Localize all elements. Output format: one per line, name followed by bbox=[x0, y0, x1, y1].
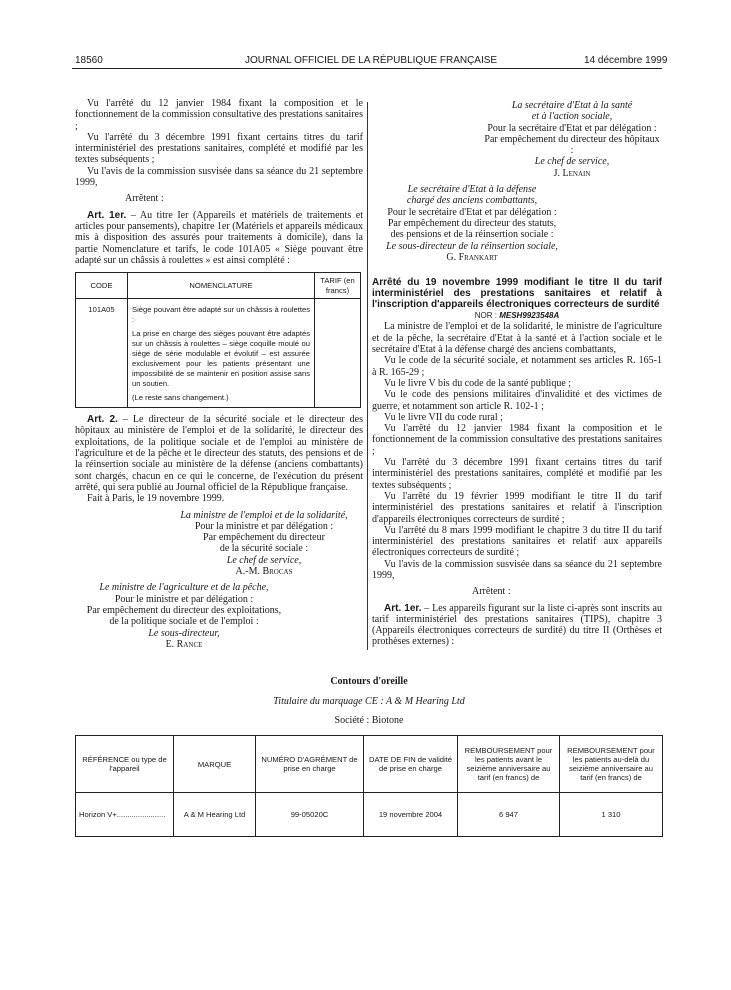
nomenclature-line: La prise en charge des sièges pouvant être adaptés sur un châssis à roulettes – siège coquille moulé ou siège de série modulable et évolutif – est assurée exclusivement pour les patients présentant une impossibilité de se maintenir en position assise sans un soutien. bbox=[132, 329, 310, 389]
signature-line: Le chef de service, bbox=[226, 554, 302, 566]
cell-remb-apres: 1 310 bbox=[560, 793, 663, 837]
visa-paragraph: Vu l'arrêté du 12 janvier 1984 fixant la composition et le fonctionnement de la commission consultative des prestations sanitaires ; bbox=[372, 423, 662, 457]
left-column bbox=[75, 98, 363, 650]
signature-line: Le sous-directeur, bbox=[148, 627, 220, 639]
col-header-tarif: TARIF (en francs) bbox=[315, 273, 361, 299]
visa-paragraph: Vu le code des pensions militaires d'invalidité et des victimes de guerre, et notamment son article R. 102-1 ; bbox=[372, 389, 662, 412]
page-number: 18560 bbox=[75, 55, 103, 66]
signature-line: Le sous-directeur de la réinsertion sociale, bbox=[386, 240, 558, 252]
article-2-text: – Le directeur de la sécurité sociale et le directeur des hôpitaux au ministère de l'emploi et de la solidarité, le directeur des exploitations, de la politique sociale et de l'emploi au ministère de l'agriculture et de la pêche et le directeur des statuts, des pensions et de la réinsertion sociale au ministère de la défense (anciens combattants) sont chargés, chacun en ce qui le concerne, de l'exécution du présent arrêté, qui sera publié au Journal officiel de la République française. bbox=[75, 414, 364, 493]
col-header-remb-apres: REMBOURSEMENT pour les patients au-delà du seizième anniversaire au tarif (en francs) de bbox=[560, 736, 663, 793]
signature-block-sante bbox=[372, 100, 662, 179]
signature-line: Par empêchement du directeur des hôpitaux : bbox=[484, 133, 660, 157]
signature-line: Pour le ministre et par délégation : bbox=[114, 593, 254, 605]
signature-block-agriculture bbox=[75, 582, 363, 650]
signature-block-emploi bbox=[75, 510, 363, 578]
signature-line: Pour la ministre et par délégation : bbox=[194, 520, 334, 532]
nor-label: NOR : bbox=[474, 311, 500, 321]
nomenclature-line: (Le reste sans changement.) bbox=[132, 393, 229, 403]
signature-line: et à l'action sociale, bbox=[531, 111, 613, 123]
signatory-name: J. Lenain bbox=[553, 167, 591, 179]
article-1-label: Art. 1er. bbox=[87, 209, 127, 221]
visa-paragraph: Vu l'arrêté du 3 décembre 1991 fixant certains titres du tarif interministériel des prestations sanitaires, complété et modifié par les textes subséquents ; bbox=[372, 457, 662, 491]
right-column bbox=[372, 100, 662, 648]
nomenclature-table bbox=[75, 272, 361, 408]
titulaire-line: Titulaire du marquage CE : A & M Hearing Ltd bbox=[273, 696, 465, 707]
cell-marque: A & M Hearing Ltd bbox=[174, 793, 256, 837]
journal-title: JOURNAL OFFICIEL DE LA RÉPUBLIQUE FRANÇAISE bbox=[245, 55, 498, 66]
visa-paragraph: Vu l'avis de la commission susvisée dans sa séance du 21 septembre 1999, bbox=[372, 558, 662, 581]
col-header-remb-avant: REMBOURSEMENT pour les patients avant le seizième anniversaire au tarif (en francs) de bbox=[458, 736, 560, 793]
visa-paragraph: Vu le livre V bis du code de la santé publique ; bbox=[384, 377, 572, 389]
signature-line: Pour le secrétaire d'Etat et par délégation : bbox=[387, 206, 557, 218]
article-1 bbox=[372, 603, 662, 648]
signature-line: chargé des anciens combattants, bbox=[406, 195, 538, 207]
signature-line: des pensions et de la réinsertion sociale : bbox=[390, 229, 554, 241]
code-cell: 101A05 bbox=[76, 299, 128, 408]
signature-line: Le secrétaire d'Etat à la défense bbox=[407, 184, 537, 196]
header-rule bbox=[72, 68, 662, 69]
column-divider bbox=[367, 102, 368, 650]
nomenclature-cell bbox=[128, 299, 315, 408]
visa-paragraph: Vu l'avis de la commission susvisée dans sa séance du 21 septembre 1999, bbox=[75, 165, 363, 189]
nomenclature-line: Siège pouvant être adapté sur un châssis à roulettes : bbox=[132, 305, 310, 325]
signatory-name: A.-M. Brocas bbox=[235, 566, 293, 578]
cell-agrement: 99-05020C bbox=[256, 793, 364, 837]
article-1 bbox=[75, 210, 363, 266]
visa-paragraph: Vu l'arrêté du 12 janvier 1984 fixant la composition et le fonctionnement de la commission consultative des prestations sanitaires ; bbox=[75, 98, 363, 132]
tarif-cell bbox=[315, 299, 361, 408]
cell-reference: Horizon V+....................... bbox=[76, 793, 174, 837]
visa-paragraph: Vu l'arrêté du 3 décembre 1991 fixant certains titres du tarif interministériel des prestations sanitaires, complété et modifié par les textes subséquents ; bbox=[75, 131, 363, 166]
signature-line: Par empêchement du directeur des exploitations, bbox=[86, 604, 282, 616]
visa-paragraph: Vu l'arrêté du 8 mars 1999 modifiant le chapitre 3 du titre II du tarif interministériel des prestations sanitaires et relatif aux appareils électroniques correcteurs de surdité ; bbox=[372, 524, 662, 559]
visa-paragraph: Vu le livre VII du code rural ; bbox=[384, 411, 503, 423]
col-header-date-fin: DATE DE FIN de validité de prise en charge bbox=[364, 736, 458, 793]
col-header-reference: RÉFÉRENCE ou type de l'appareil bbox=[76, 736, 174, 793]
signature-line: La ministre de l'emploi et de la solidarité, bbox=[180, 509, 348, 521]
signature-line: Le ministre de l'agriculture et de la pêche, bbox=[99, 582, 269, 594]
arretent-heading: Arrêtent : bbox=[125, 193, 164, 205]
signature-line: La secrétaire d'Etat à la santé bbox=[511, 100, 633, 111]
section-title: Contours d'oreille bbox=[330, 676, 408, 687]
col-header-code: CODE bbox=[76, 273, 128, 299]
nor-reference bbox=[372, 310, 662, 321]
signature-line: Par empêchement du directeur des statuts, bbox=[387, 217, 557, 229]
signature-line: de la sécurité sociale : bbox=[219, 543, 309, 555]
article-2 bbox=[75, 414, 363, 493]
visa-paragraph: Vu l'arrêté du 19 février 1999 modifiant le titre II du tarif interministériel des prestations sanitaires et relatif à l'inscription d'appareils électroniques correcteurs de surdité ; bbox=[372, 490, 662, 525]
societe-line: Société : Biotone bbox=[334, 715, 404, 726]
signature-line: Pour la secrétaire d'Etat et par délégation : bbox=[487, 122, 657, 134]
nor-code: MESH9923548A bbox=[499, 311, 560, 321]
signing-place-date: Fait à Paris, le 19 novembre 1999. bbox=[87, 493, 225, 505]
col-header-nomenclature: NOMENCLATURE bbox=[128, 273, 315, 299]
signatory-name: G. Frankart bbox=[446, 251, 498, 263]
article-1-label: Art. 1er. bbox=[384, 602, 422, 614]
issue-date: 14 décembre 1999 bbox=[584, 55, 668, 66]
visa-paragraph: Vu le code de la sécurité sociale, et notamment ses articles R. 165-1 à R. 165-29 ; bbox=[372, 355, 662, 378]
cell-date-fin: 19 novembre 2004 bbox=[364, 793, 458, 837]
article-1-text: – Au titre Ier (Appareils et matériels de traitements et articles pour pansements), chapitre 1er (Matériels et appareils médicaux mis à disposition des assurés pour traitements à domicile), dans la partie Nomenclature et tarifs, le code 101A05 « Siège pouvant être adapté sur un châssis à roulettes » est ainsi complété : bbox=[75, 209, 363, 266]
arretent-heading: Arrêtent : bbox=[472, 586, 511, 598]
table-row bbox=[76, 299, 361, 408]
signature-block-defense bbox=[372, 184, 662, 263]
article-2-label: Art. 2. bbox=[87, 414, 118, 426]
preamble-paragraph: La ministre de l'emploi et de la solidarité, le ministre de l'agriculture et de la pêche, la secrétaire d'Etat à la santé et à l'action sociale et le secrétaire d'Etat à la défense chargé des anciens combattants, bbox=[372, 321, 662, 356]
signature-line: Par empêchement du directeur bbox=[203, 532, 325, 544]
col-header-marque: MARQUE bbox=[174, 736, 256, 793]
signature-line: de la politique sociale et de l'emploi : bbox=[109, 616, 259, 628]
col-header-agrement: NUMÉRO D'AGRÉMENT de prise en charge bbox=[256, 736, 364, 793]
article-1-text: – Les appareils figurant sur la liste ci-après sont inscrits au tarif interministériel des prestations sanitaires (TIPS), chapitre 3 (Appareils électroniques correcteurs de surdité) du titre II (Orthèses et prothèses externes) : bbox=[372, 602, 662, 648]
devices-table bbox=[75, 735, 663, 837]
signature-line: Le chef de service, bbox=[534, 156, 610, 168]
cell-remb-avant: 6 947 bbox=[458, 793, 560, 837]
table-row bbox=[76, 793, 663, 837]
arrete-title: Arrêté du 19 novembre 1999 modifiant le titre II du tarif interministériel des prestations sanitaires et relatif à l'inscription d'appareils électroniques correcteurs de surdité bbox=[372, 277, 662, 311]
signatory-name: E. Rance bbox=[165, 638, 203, 650]
